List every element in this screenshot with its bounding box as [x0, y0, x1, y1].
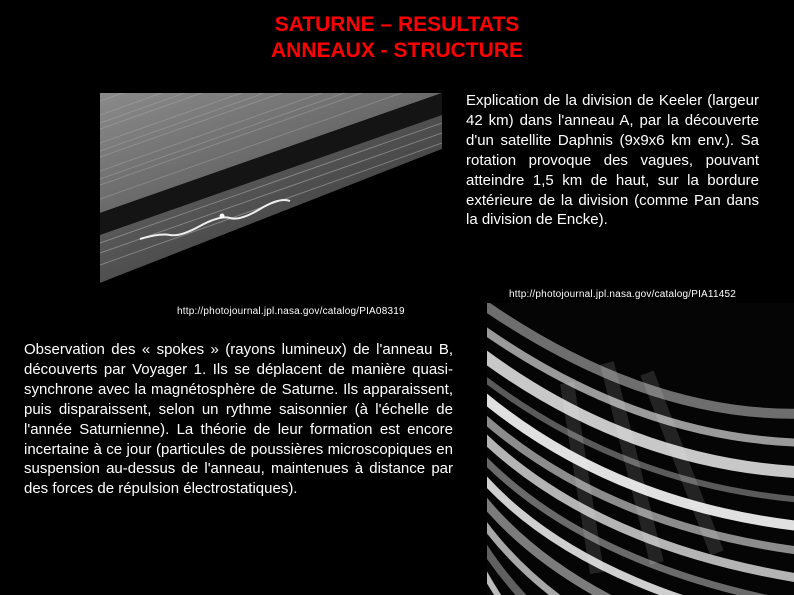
keeler-gap-photo: [100, 93, 442, 291]
keeler-image-credit[interactable]: http://photojournal.jpl.nasa.gov/catalog/PIA08319: [177, 306, 405, 317]
spokes-image-credit[interactable]: http://photojournal.jpl.nasa.gov/catalog/PIA11452: [509, 289, 736, 300]
spokes-description: Observation des « spokes » (rayons lumineux) de l'anneau B, découverts par Voyager 1. Ils se déplacent de manière quasi-synchrone avec la magnétosphère de Saturne. Ils apparaissent, puis disparaissent, selon un rythme saisonnier (à l'échelle de l'année Saturnienne). La théorie de leur formation est encore incertaine à ce jour (particules de poussières microscopiques en suspension au-dessus de l'anneau, maintenues à distance par des forces de répulsion électrostatiques).: [24, 341, 453, 498]
slide-title: [0, 12, 794, 64]
spokes-photo: [487, 303, 794, 595]
keeler-description: Explication de la division de Keeler (largeur 42 km) dans l'anneau A, par la découverte d'un satellite Daphnis (9x9x6 km env.). Sa rotation provoque des vagues, pouvant atteindre 1,5 km de haut, sur la bordure extérieure de la division (comme Pan dans la division de Encke).: [466, 92, 759, 229]
title-line-1: SATURNE – RESULTATS: [274, 13, 520, 36]
title-line-2: ANNEAUX - STRUCTURE: [271, 39, 523, 62]
